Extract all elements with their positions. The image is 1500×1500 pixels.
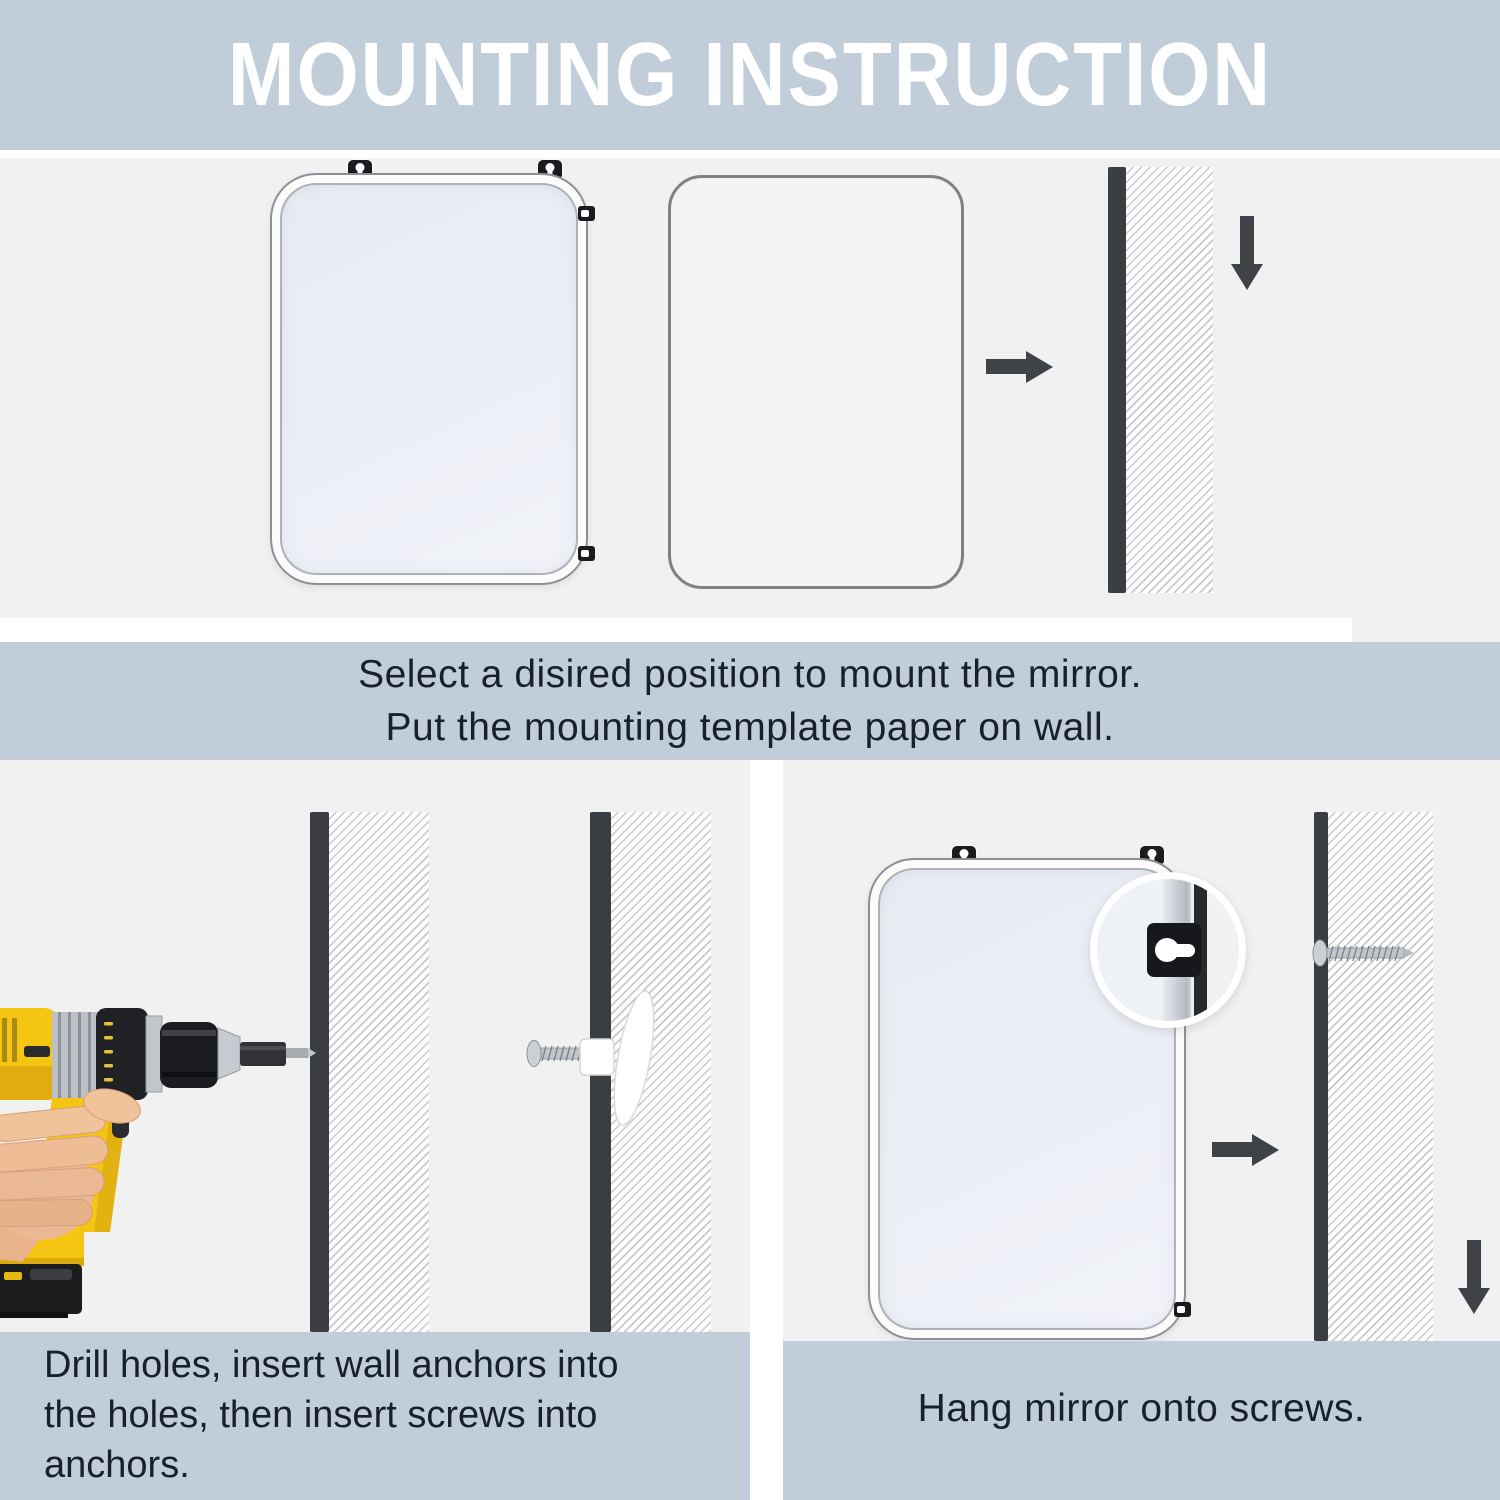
- screw-in-wall-figure: [1300, 928, 1440, 980]
- wall-hatch-icon: [1328, 812, 1433, 1341]
- drill-and-anchor-figure: [0, 760, 750, 1332]
- wall-anchor-icon: [580, 988, 662, 1127]
- caption-line: Drill holes, insert wall anchors into: [44, 1344, 619, 1386]
- wall-hatch-icon: [1126, 167, 1213, 593]
- wall-zone: [1207, 879, 1239, 1021]
- step3-caption: [783, 1341, 1500, 1500]
- side-clip-icon: [578, 206, 595, 221]
- side-clip-icon: [1174, 1302, 1191, 1317]
- screw-icon: [1313, 940, 1414, 966]
- mirror-back-icon: [270, 173, 588, 585]
- keyhole-bracket-icon: [1147, 923, 1201, 977]
- divider: [0, 618, 1352, 642]
- divider: [0, 150, 1500, 158]
- caption-line: Select a disired position to mount the mirror.: [358, 653, 1142, 696]
- page-title: MOUNTING INSTRUCTION: [227, 24, 1273, 125]
- side-clip-icon: [578, 546, 595, 561]
- screw-icon: [527, 1041, 584, 1067]
- step2-caption: [0, 1332, 750, 1500]
- caption-line: the holes, then insert screws into: [44, 1394, 598, 1436]
- wall-icon: [1314, 812, 1328, 1341]
- magnifier-circle: [1090, 872, 1246, 1028]
- template-paper-icon: [668, 175, 964, 589]
- caption-line: Put the mounting template paper on wall.: [385, 706, 1115, 749]
- caption-line: Hang mirror onto screws.: [917, 1387, 1366, 1430]
- caption-line: anchors.: [44, 1444, 190, 1486]
- header-band: [0, 0, 1500, 150]
- wall-icon: [1108, 167, 1126, 593]
- divider: [750, 760, 783, 1500]
- step1-caption: [0, 642, 1500, 760]
